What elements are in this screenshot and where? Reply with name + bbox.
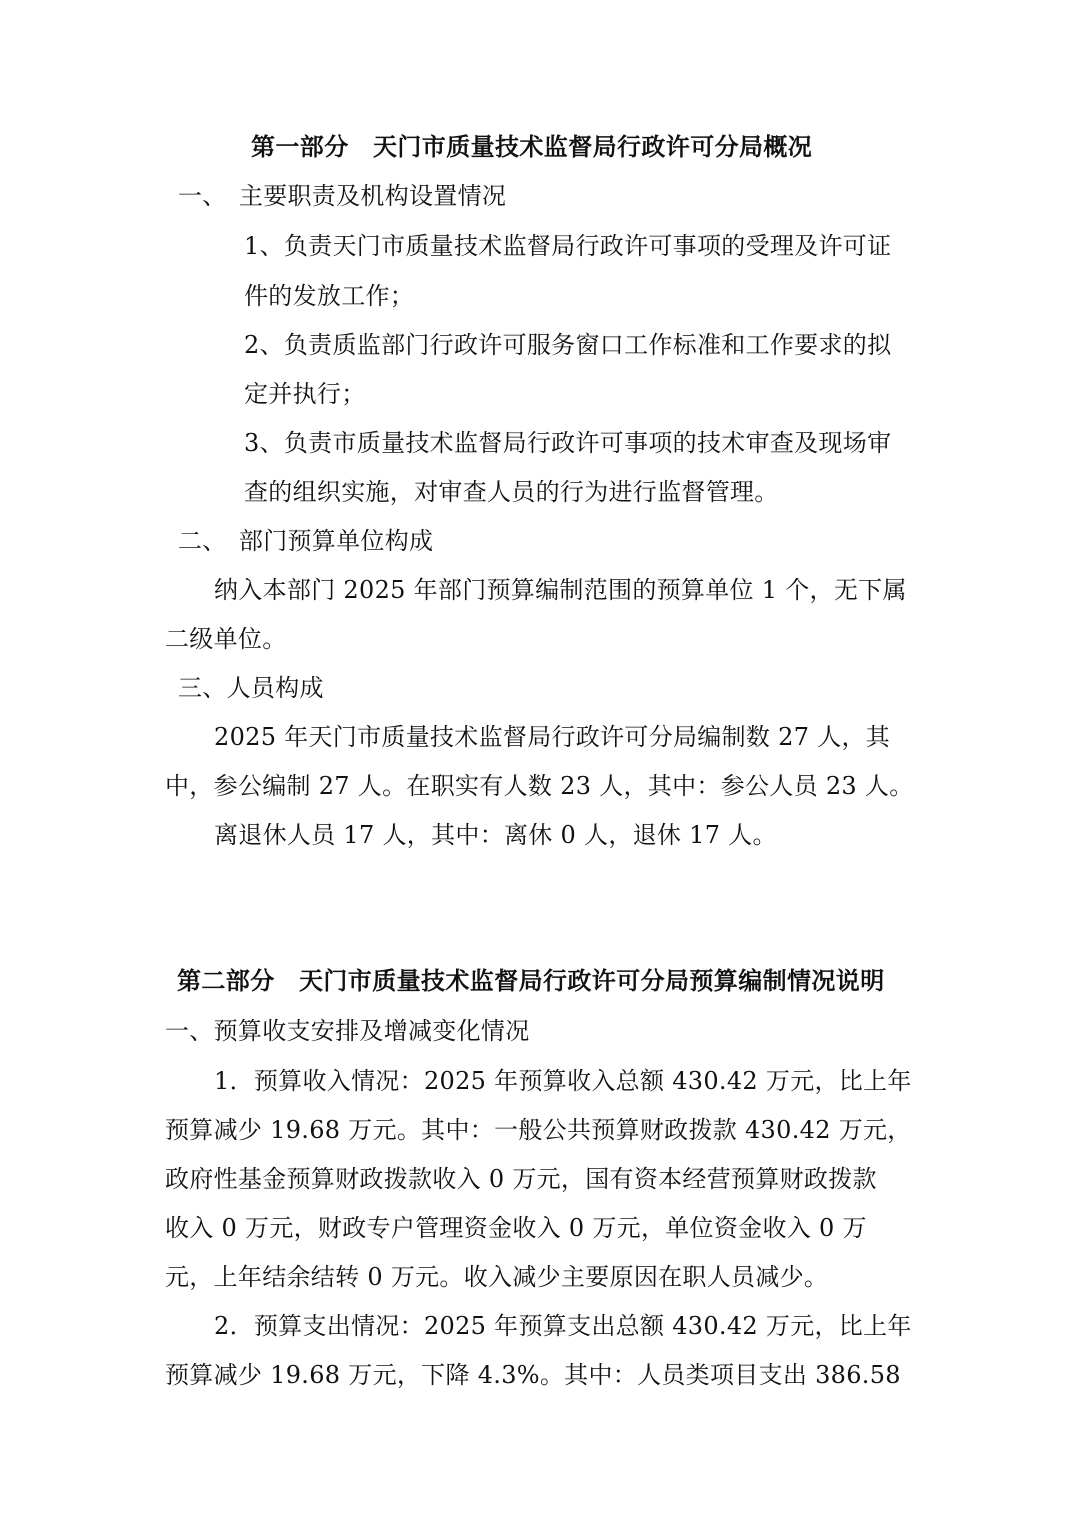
- duty3-line2: 查的组织实施，对审查人员的行为进行监督管理。: [244, 478, 779, 506]
- part1-section3-heading: 三、人员构成: [178, 674, 324, 702]
- income-line3: 政府性基金预算财政拨款收入 0 万元，国有资本经营预算财政拨款: [165, 1165, 877, 1193]
- income-line4: 收入 0 万元，财政专户管理资金收入 0 万元，单位资金收入 0 万: [165, 1214, 867, 1242]
- income-line1: 1．预算收入情况：2025 年预算收入总额 430.42 万元，比上年: [214, 1067, 912, 1095]
- part1-title: 第一部分 天门市质量技术监督局行政许可分局概况: [251, 132, 813, 161]
- section3-para-line2: 中，参公编制 27 人。在职实有人数 23 人，其中：参公人员 23 人。: [165, 772, 914, 800]
- expense-line2: 预算减少 19.68 万元，下降 4.3%。其中：人员类项目支出 386.58: [165, 1361, 901, 1389]
- expense-line1: 2．预算支出情况：2025 年预算支出总额 430.42 万元，比上年: [214, 1312, 912, 1340]
- duty1-line1: 1、负责天门市质量技术监督局行政许可事项的受理及许可证: [244, 232, 892, 260]
- income-line5: 元，上年结余结转 0 万元。收入减少主要原因在职人员减少。: [165, 1263, 829, 1291]
- duty2-line2: 定并执行；: [244, 380, 366, 408]
- section3-para-line1: 2025 年天门市质量技术监督局行政许可分局编制数 27 人，其: [214, 723, 891, 751]
- part2-section1-heading: 一、预算收支安排及增减变化情况: [165, 1017, 530, 1045]
- duty2-line1: 2、负责质监部门行政许可服务窗口工作标准和工作要求的拟: [244, 331, 892, 359]
- income-line2: 预算减少 19.68 万元。其中：一般公共预算财政拨款 430.42 万元，: [165, 1116, 912, 1144]
- part1-section1-heading: 一、 主要职责及机构设置情况: [178, 182, 507, 210]
- section3-para-line3: 离退休人员 17 人，其中：离休 0 人，退休 17 人。: [214, 821, 777, 849]
- part2-title: 第二部分 天门市质量技术监督局行政许可分局预算编制情况说明: [177, 966, 885, 995]
- section2-para-line1: 纳入本部门 2025 年部门预算编制范围的预算单位 1 个，无下属: [214, 576, 907, 604]
- duty3-line1: 3、负责市质量技术监督局行政许可事项的技术审查及现场审: [244, 429, 892, 457]
- part1-section2-heading: 二、 部门预算单位构成: [178, 527, 434, 555]
- section2-para-line2: 二级单位。: [165, 625, 287, 653]
- duty1-line2: 件的发放工作；: [244, 282, 415, 310]
